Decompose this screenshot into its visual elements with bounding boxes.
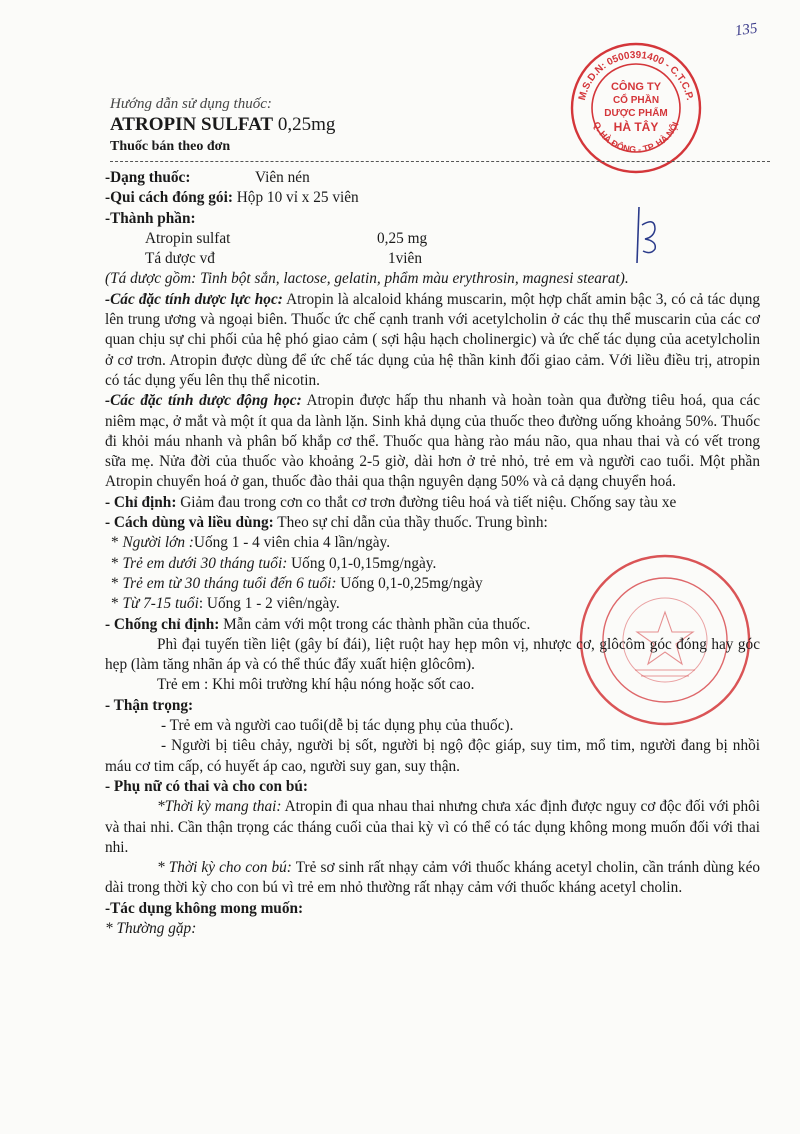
lactation-sub-label: * Thời kỳ cho con bú: <box>157 859 292 877</box>
stamp-line1: CÔNG TY <box>610 81 662 93</box>
pregnancy-sub-label: *Thời kỳ mang thai: <box>157 798 282 816</box>
contraindications-section <box>105 615 760 635</box>
dosage-dose: : Uống 1 - 2 viên/ngày. <box>198 595 340 613</box>
packaging-value: Hộp 10 vỉ x 25 viên <box>236 189 359 207</box>
precautions-label: - Thận trọng: <box>105 696 194 714</box>
ingredient-amount: 1viên <box>388 250 422 268</box>
header-divider <box>110 161 770 162</box>
composition-row <box>105 229 760 249</box>
stamp-line4: HÀ TÂY <box>613 120 659 134</box>
dosage-bullet: * <box>111 595 123 613</box>
adverse-label: -Tác dụng không mong muốn: <box>105 899 304 917</box>
pregnancy-paragraph <box>105 797 760 858</box>
dosage-dose: Uống 1 - 4 viên chia 4 lần/ngày. <box>193 534 391 552</box>
indications-section <box>105 493 760 513</box>
document-header <box>110 96 335 155</box>
dosage-group: Từ 7-15 tuổi <box>122 595 199 613</box>
dosage-group: Trẻ em từ 30 tháng tuổi đến 6 tuổi: <box>122 574 337 592</box>
contraindications-line3: Trẻ em : Khi môi trường khí hậu nóng hoặc sốt cao. <box>157 676 475 694</box>
pharmacokinetics-label: -Các đặc tính dược động học: <box>105 392 302 410</box>
pharmacokinetics-text: Atropin được hấp thu nhanh và hoàn toàn qua đường tiêu hoá, qua các niêm mạc, ở mắt và một ít qua da lành lặn. Sinh khả dụng của thuốc theo đường uống khoảng 50%. Thuốc đi khỏi máu nhanh và phân bố khắp cơ thể. Thuốc qua hàng rào máu não, qua nhau thai và có vết trong sữa mẹ. Nửa đời của thuốc vào khoảng 2-5 giờ, dài hơn ở trẻ nhỏ, trẻ em và người cao tuổi. Một phần Atropin chuyển hoá ở gan, thuốc đào thải qua thận nguyên dạng 50% và cả dạng chuyển hoá. <box>105 392 760 491</box>
dosage-bullet: * <box>111 574 123 592</box>
document-body <box>105 168 760 939</box>
composition-label: -Thành phần: <box>105 209 196 227</box>
stamp-outer-text: M.S.D.N: 0500391400 - C.T.C.P. <box>576 49 696 102</box>
adverse-common: * Thường gặp: <box>105 919 197 937</box>
ingredient-name: Tá dược vđ <box>145 250 215 268</box>
handwritten-page-number: 135 <box>733 20 759 40</box>
dosage-item <box>105 594 760 614</box>
excipients-note: (Tá dược gồm: Tinh bột sắn, lactose, gelatin, phẩm màu erythrosin, magnesi stearat). <box>105 270 629 288</box>
stamp-bottom-text: Q. HÀ ĐÔNG - TP. HÀ NỘI <box>591 120 681 155</box>
pharmacodynamics-section <box>105 290 760 391</box>
ingredient-name: Atropin sulfat <box>145 229 231 247</box>
dosage-text: Theo sự chỉ dẫn của thầy thuốc. Trung bình: <box>273 514 548 532</box>
pregnancy-text: Atropin đi qua nhau thai nhưng chưa xác định được nguy cơ độc đối với phôi và thai nhi. Cần thận trọng các tháng cuối của thai kỳ vì có thể có tác dụng không mong muốn đối với thai nhi. <box>105 798 760 856</box>
drug-name: ATROPIN SULFAT <box>110 114 274 135</box>
header-subtitle: Hướng dẫn sử dụng thuốc: <box>110 96 272 112</box>
prescription-note: Thuốc bán theo đơn <box>110 139 231 154</box>
drug-dose: 0,25mg <box>277 114 336 135</box>
pregnancy-label: - Phụ nữ có thai và cho con bú: <box>105 777 308 795</box>
indications-label: - Chỉ định: <box>105 493 177 511</box>
lactation-paragraph <box>105 858 760 899</box>
precaution-item: - Người bị tiêu chảy, người bị sốt, người bị ngộ độc giáp, suy tim, mổ tim, người đang bị nhồi máu cơ tim cấp, có huyết áp cao, người suy gan, suy thận. <box>105 737 760 775</box>
dosage-dose: Uống 0,1-0,15mg/ngày. <box>287 554 437 572</box>
packaging-row <box>105 188 760 208</box>
stamp-line3: DƯỢC PHẨM <box>604 108 668 119</box>
dosage-item <box>105 554 760 574</box>
dosage-item <box>105 533 760 553</box>
dosage-dose: Uống 0,1-0,25mg/ngày <box>336 574 483 592</box>
dosage-bullet: * <box>111 534 123 552</box>
dosage-bullet: * <box>111 554 123 572</box>
dosage-group: Trẻ em dưới 30 tháng tuổi: <box>122 554 288 572</box>
form-label: -Dạng thuốc: <box>105 169 191 186</box>
contraindications-label: - Chống chỉ định: <box>105 615 220 633</box>
packaging-label: -Qui cách đóng gói: <box>105 189 233 207</box>
contraindications-text: Mẫn cảm với một trong các thành phần của thuốc. <box>219 615 531 633</box>
ingredient-amount: 0,25 mg <box>377 229 428 247</box>
drug-title <box>110 114 335 136</box>
composition-row <box>105 249 760 269</box>
lactation-text: Trẻ sơ sinh rất nhạy cảm với thuốc kháng acetyl cholin, cần tránh dùng kéo dài trong thời kỳ cho con bú vì trẻ em nhỏ thường rất nhạy cảm với thuốc kháng acetyl cholin. <box>105 859 761 897</box>
pharmacokinetics-section <box>105 391 760 492</box>
precaution-item: - Trẻ em và người cao tuổi(dễ bị tác dụng phụ của thuốc). <box>161 717 514 735</box>
dosage-label: - Cách dùng và liều dùng: <box>105 514 274 532</box>
stamp-line2: CỔ PHẦN <box>612 95 660 106</box>
dosage-group: Người lớn : <box>122 534 194 552</box>
indications-text: Giảm đau trong cơn co thắt cơ trơn đường tiêu hoá và tiết niệu. Chống say tàu xe <box>176 493 677 511</box>
pharmacodynamics-text: Atropin là alcaloid kháng muscarin, một hợp chất amin bậc 3, có cả tác dụng lên trung ương và ngoại biên. Thuốc ức chế cạnh tranh với acetylcholin ở các thụ thể muscarin của các cơ quan chịu sự chi phối của hệ phó giao cảm ( sợi hậu hạch cholinergic) và ức chế tác dụng của acetylcholin ở cơ trơn. Atropin được dùng để ức chế tác dụng của hệ thần kinh đối giao cảm. Với liều điều trị, atropin có tác dụng yếu lên thụ thể nicotin. <box>105 290 760 389</box>
dosage-item <box>105 574 760 594</box>
dosage-section <box>105 513 760 533</box>
company-stamp <box>566 38 706 178</box>
pharmacodynamics-label: -Các đặc tính dược lực học: <box>105 290 283 308</box>
form-value: Viên nén <box>255 169 310 186</box>
form-row <box>105 168 760 188</box>
contraindications-line2: Phì đại tuyến tiền liệt (gây bí đái), liệt ruột hay hẹp môn vị, nhược cơ, glôcôm góc đóng hay góc hẹp (làm tăng nhãn áp và có thể thúc đẩy xuất hiện glôcôm). <box>105 635 760 674</box>
